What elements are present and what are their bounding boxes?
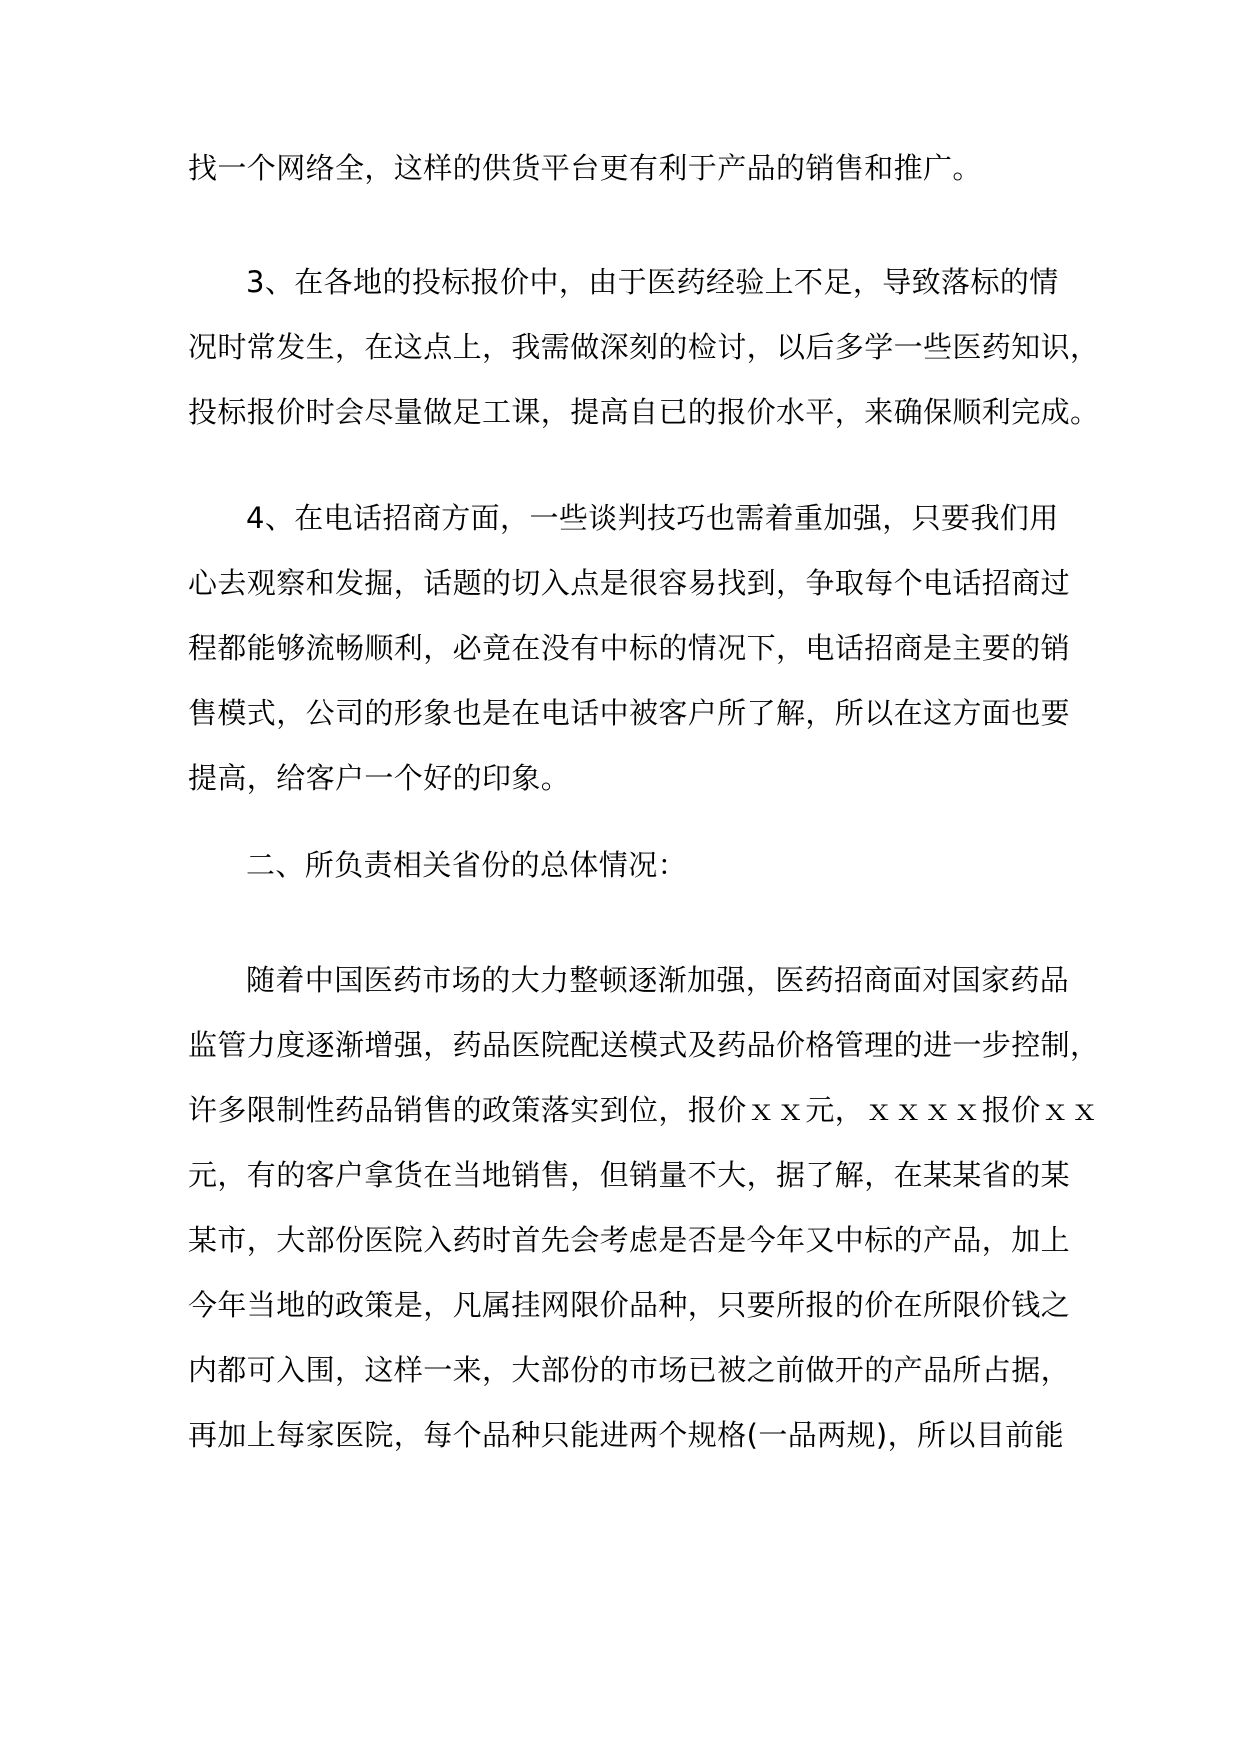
text-line: 心去观察和发掘，话题的切入点是很容易找到，争取每个电话招商过 xyxy=(188,566,1071,600)
text-line: 许多限制性药品销售的政策落实到位，报价ｘｘ元，ｘｘｘｘ报价ｘｘ xyxy=(188,1093,1100,1127)
text-line: 内都可入围，这样一来，大部份的市场已被之前做开的产品所占据， xyxy=(188,1353,1071,1387)
paragraph-item-3 xyxy=(188,250,1100,445)
text-line: 找一个网络全，这样的供货平台更有利于产品的销售和推广。 xyxy=(188,151,982,185)
text-line: 二、所负责相关省份的总体情况： xyxy=(246,848,688,882)
text-line: 提高，给客户一个好的印象。 xyxy=(188,761,571,795)
text-line: 元，有的客户拿货在当地销售，但销量不大，据了解，在某某省的某 xyxy=(188,1158,1071,1192)
text-line: 再加上每家医院，每个品种只能进两个规格(一品两规)，所以目前能 xyxy=(188,1418,1065,1452)
text-line: 监管力度逐渐增强，药品医院配送模式及药品价格管理的进一步控制， xyxy=(188,1028,1100,1062)
text-line: 今年当地的政策是，凡属挂网限价品种，只要所报的价在所限价钱之 xyxy=(188,1288,1071,1322)
text-line: 投标报价时会尽量做足工课，提高自已的报价水平，来确保顺利完成。 xyxy=(188,395,1100,429)
paragraph-continuation xyxy=(188,136,1068,201)
text-line: 4、在电话招商方面，一些谈判技巧也需着重加强，只要我们用 xyxy=(246,501,1059,535)
text-line: 3、在各地的投标报价中，由于医药经验上不足，导致落标的情 xyxy=(246,265,1059,299)
paragraph-overview xyxy=(188,948,1100,1468)
paragraph-item-4 xyxy=(188,486,1071,811)
text-line: 程都能够流畅顺利，必竟在没有中标的情况下，电话招商是主要的销 xyxy=(188,631,1071,665)
text-line: 售模式，公司的形象也是在电话中被客户所了解，所以在这方面也要 xyxy=(188,696,1071,730)
text-line: 况时常发生，在这点上，我需做深刻的检讨，以后多学一些医药知识， xyxy=(188,330,1100,364)
text-line: 某市，大部份医院入药时首先会考虑是否是今年又中标的产品，加上 xyxy=(188,1223,1071,1257)
text-line: 随着中国医药市场的大力整顿逐渐加强，医药招商面对国家药品 xyxy=(246,963,1070,997)
section-heading-2 xyxy=(188,833,1068,898)
